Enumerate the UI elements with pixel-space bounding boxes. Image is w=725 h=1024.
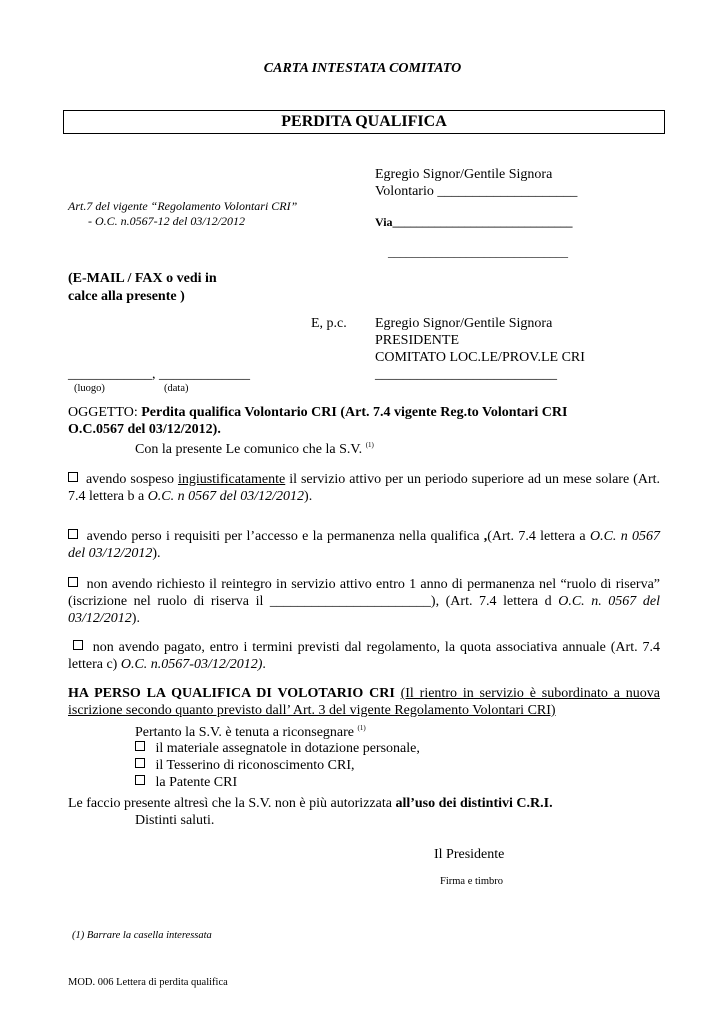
place-date-blank: ____________, _____________ (68, 367, 250, 382)
footnote-marker: (1) (357, 724, 366, 732)
item4-text: non avendo pagato, entro i termini previsti dal regolamento, la quota associativa annuale (Art. 7.4 lettera c) (68, 640, 661, 672)
date-label: (data) (164, 383, 189, 394)
return-item-material (135, 741, 420, 757)
cc-label: E, p.c. (311, 316, 347, 331)
item-unpaid-fee (68, 639, 660, 673)
intro-line (135, 441, 374, 458)
place-label: (luogo) (74, 383, 105, 394)
item2-bold: , (483, 529, 488, 544)
verdict (68, 685, 660, 719)
notice-line (68, 796, 553, 812)
checkbox[interactable] (135, 775, 145, 785)
checkbox[interactable] (135, 758, 145, 768)
cc-line4: __________________________ (375, 367, 557, 382)
subject-line1 (68, 405, 567, 421)
signature-note: Firma e timbro (440, 876, 503, 887)
footer-form-code: MOD. 006 Lettera di perdita qualifica (68, 977, 228, 988)
return-item-label: il Tesserino di riconoscimento CRI, (155, 758, 355, 773)
verdict-heading: HA PERSO LA QUALIFICA DI VOLOTARIO CRI (68, 686, 401, 701)
item1-underlined: ingiustificatamente (177, 472, 286, 487)
item2-text: avendo perso i requisiti per l’accesso e la permanenza nella qualifica (86, 529, 484, 544)
addressee-line1: Egregio Signor/Gentile Signora (375, 167, 553, 182)
addressee-via: Via______________________________ (375, 215, 573, 229)
item-suspended-service (68, 471, 660, 505)
footnote: (1) Barrare la casella interessata (72, 930, 212, 941)
item2-end: ). (152, 546, 161, 561)
item4-ref: O.C. n.0567-03/12/2012) (120, 657, 263, 672)
return-intro-line (135, 724, 366, 741)
signature-role: Il Presidente (434, 847, 505, 862)
item1-text: avendo sospeso (85, 472, 178, 487)
addressee-extra-line: ______________________________ (388, 245, 568, 259)
email-note-line1: (E-MAIL / FAX o vedi in (68, 271, 217, 286)
subject-label: OGGETTO: (68, 405, 142, 420)
item1-end: ). (304, 489, 313, 504)
closing: Distinti saluti. (135, 813, 215, 828)
item2-ref: O.C. n 0567 del 03/12/2012 (68, 529, 661, 561)
footnote-marker: (1) (365, 441, 374, 449)
letterhead-placeholder: CARTA INTESTATA COMITATO (263, 61, 462, 76)
item1-text-2: il servizio attivo per un periodo superiore ad un mese solare (Art. 7.4 lettera b a (68, 472, 660, 504)
notice-text: Le faccio presente altresì che la S.V. non è più autorizzata (68, 796, 396, 811)
return-item-label: il materiale assegnatole in dotazione personale, (155, 741, 420, 756)
subject-text: Perdita qualifica Volontario CRI (Art. 7.4 vigente Reg.to Volontari CRI (141, 405, 568, 420)
item1-ref: O.C. n 0567 del 03/12/2012 (147, 489, 305, 504)
checkbox[interactable] (68, 472, 78, 482)
cc-line1: Egregio Signor/Gentile Signora (375, 316, 553, 331)
item-no-reinstatement (68, 576, 660, 627)
cc-line2: PRESIDENTE (375, 333, 459, 348)
return-item-card (135, 758, 355, 774)
item3-ref: O.C. n. 0567 del 03/12/2012 (68, 594, 660, 626)
checkbox[interactable] (135, 741, 145, 751)
item4-end: . (262, 657, 266, 672)
item3-text: non avendo richiesto il reintegro in servizio attivo entro 1 anno di permanenza nel “ruolo di riserva” (iscrizione nel ruolo di riserva il _______________________), (Art. 7.4 lettera d (68, 577, 661, 609)
item3-end: ). (131, 611, 140, 626)
item2-text-2: (Art. 7.4 lettera a (487, 529, 590, 544)
checkbox[interactable] (68, 529, 78, 539)
return-item-label: la Patente CRI (155, 775, 238, 790)
verdict-note: (Il rientro in servizio è subordinato a nuova iscrizione secondo quanto previsto dall’ Art. 3 del vigente Regolamento Volontari CRI) (68, 686, 660, 718)
email-note-line2: calce alla presente ) (68, 289, 185, 304)
cc-line3: COMITATO LOC.LE/PROV.LE CRI (375, 350, 585, 365)
return-item-licence (135, 775, 237, 791)
checkbox[interactable] (73, 640, 83, 650)
intro-text: Con la presente Le comunico che la S.V. (135, 442, 366, 457)
item-lost-requirements (68, 528, 660, 562)
addressee-line2: Volontario ____________________ (375, 184, 578, 199)
return-intro: Pertanto la S.V. è tenuta a riconsegnare (135, 725, 358, 740)
checkbox[interactable] (68, 577, 78, 587)
subject-line2: O.C.0567 del 03/12/2012). (68, 422, 221, 437)
reference-line1: Art.7 del vigente “Regolamento Volontari CRI” (68, 199, 298, 213)
notice-bold: all’uso dei distintivi C.R.I. (395, 796, 553, 811)
reference-line2: - O.C. n.0567-12 del 03/12/2012 (88, 214, 245, 228)
document-title: PERDITA QUALIFICA (63, 110, 665, 134)
